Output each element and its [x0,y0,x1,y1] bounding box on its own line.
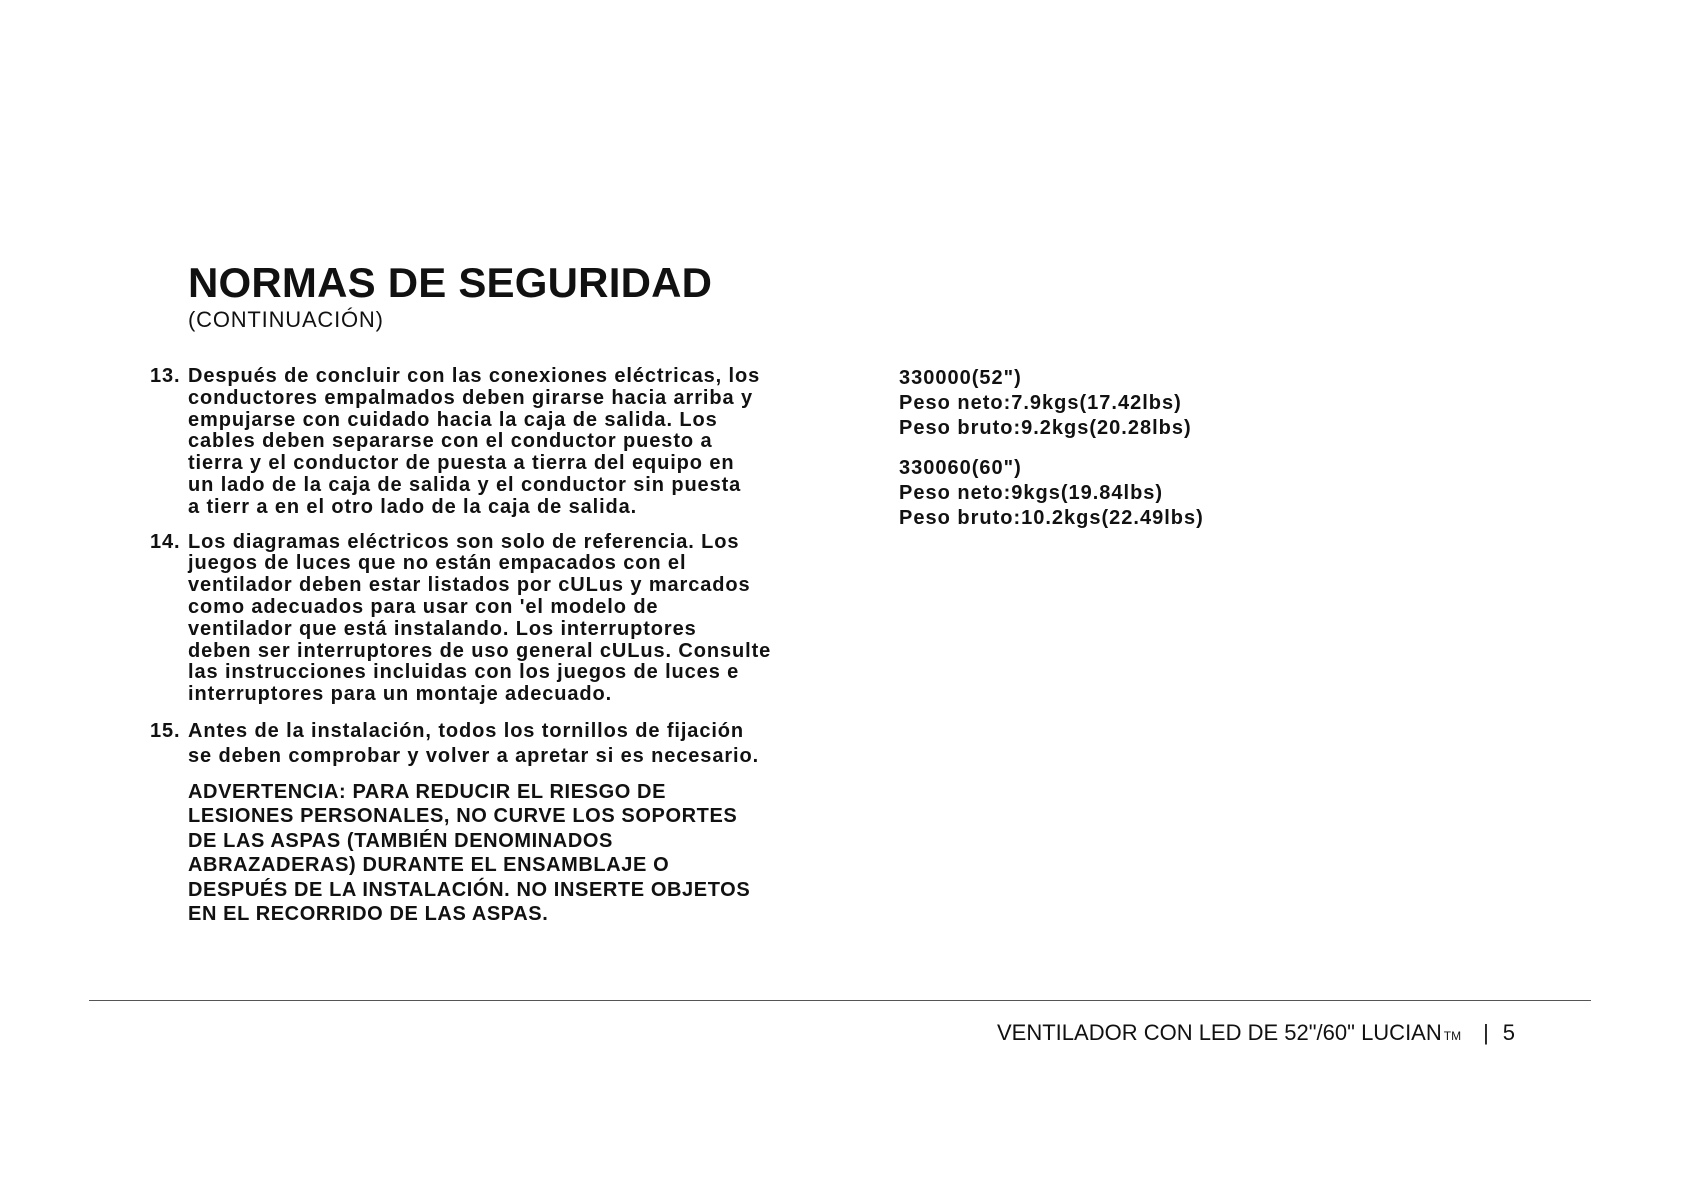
spec-block-52 [899,366,1299,441]
rule-text [188,366,850,519]
footer-divider [89,1000,1591,1001]
rule-text-line: interruptores para un montaje adecuado. [188,683,613,706]
rule-item-15 [150,719,850,769]
rule-text-line: ventilador deben estar listados por cULus y marcados [188,574,751,597]
rule-text-line: Los diagramas eléctricos son solo de referencia. Los [188,530,740,553]
rule-text-line: Después de concluir con las conexiones eléctricas, los [188,365,761,387]
model-number: 330060(60") [899,457,1022,479]
warning-line: DE LAS ASPAS (TAMBIÉN DENOMINADOS [188,829,613,852]
rule-text-line: como adecuados para usar con 'el modelo de [188,595,659,618]
rule-number: 13. [150,365,181,387]
warning-line: ADVERTENCIA: PARA REDUCIR EL RIESGO DE [188,780,667,803]
safety-rules-column [150,366,850,927]
page-number: 5 [1502,1020,1516,1045]
rule-text-line: tierra y el conductor de puesta a tierra del equipo en [188,452,735,475]
footer-separator: | [1483,1020,1489,1045]
rule-text-line: deben ser interruptores de uso general cULus. Consulte [188,639,772,662]
model-number: 330000(52") [899,367,1022,389]
spec-block-60 [899,456,1299,531]
rule-text-line: ventilador que está instalando. Los interruptores [188,617,697,640]
rule-text-line: juegos de luces que no están empacados con el [188,552,687,575]
rule-text-line: Antes de la instalación, todos los tornillos de fijación [188,719,745,742]
rule-item-13 [150,366,850,519]
warning-notice [188,780,850,927]
page-title: NORMAS DE SEGURIDAD [188,259,713,306]
rule-text-line: se deben comprobar y volver a apretar si es necesario. [188,744,760,767]
rule-number: 15. [150,719,181,742]
rule-text-line: a tierr a en el otro lado de la caja de salida. [188,495,638,518]
rule-text [188,532,850,706]
product-specs [899,366,1299,546]
page-subtitle: (CONTINUACIÓN) [188,307,384,332]
rule-text [188,719,850,769]
gross-weight: Peso bruto:9.2kgs(20.28lbs) [899,417,1192,439]
rule-text-line: las instrucciones incluidas con los juegos de luces e [188,661,740,684]
warning-line: DESPUÉS DE LA INSTALACIÓN. NO INSERTE OBJETOS [188,878,751,901]
net-weight: Peso neto:7.9kgs(17.42lbs) [899,392,1182,414]
rule-text-line: un lado de la caja de salida y el conductor sin puesta [188,473,742,496]
warning-line: LESIONES PERSONALES, NO CURVE LOS SOPORTES [188,805,738,828]
rule-text-line: conductores empalmados deben girarse hacia arriba y [188,386,753,409]
warning-line: EN EL RECORRIDO DE LAS ASPAS. [188,903,549,926]
footer-product-name: VENTILADOR CON LED DE 52"/60" LUCIAN [997,1020,1442,1045]
rule-text-line: cables deben separarse con el conductor puesto a [188,430,713,453]
rule-item-14 [150,532,850,706]
net-weight: Peso neto:9kgs(19.84lbs) [899,482,1164,504]
gross-weight: Peso bruto:10.2kgs(22.49lbs) [899,507,1204,529]
rule-text-line: empujarse con cuidado hacia la caja de salida. Los [188,408,718,431]
warning-line: ABRAZADERAS) DURANTE EL ENSAMBLAJE O [188,854,670,877]
rule-number: 14. [150,530,181,553]
page-footer: VENTILADOR CON LED DE 52"/60" LUCIAN TM | 5 [997,1020,1516,1045]
